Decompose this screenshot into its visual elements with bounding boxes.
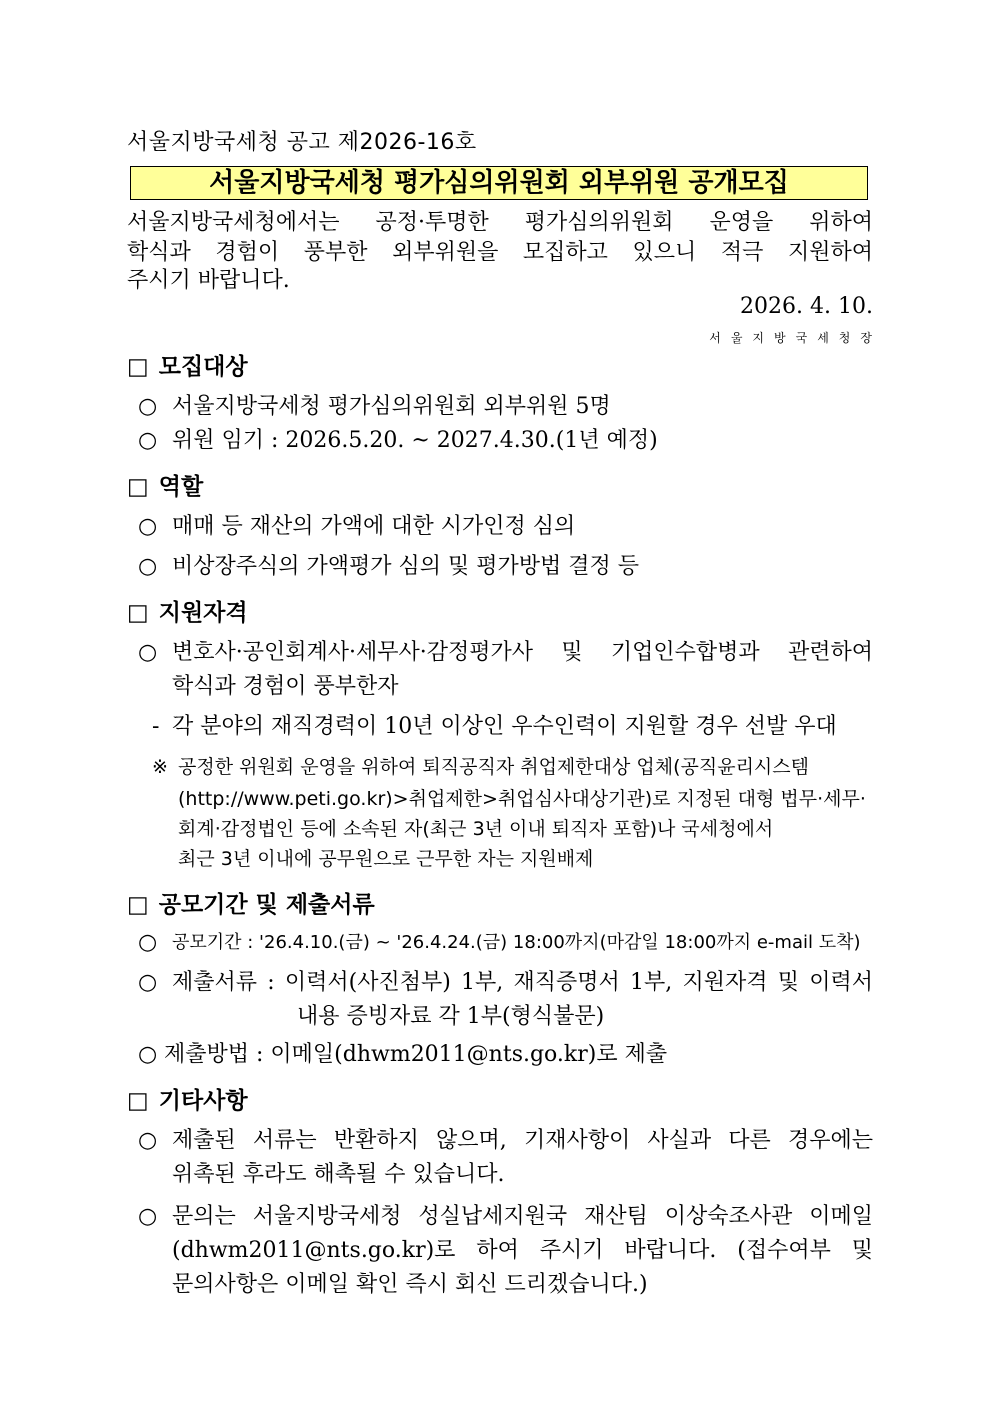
etc-item-2-line-1: 문의는 서울지방국세청 성실납세지원국 재산팀 이상숙조사관 이메일 xyxy=(172,1204,873,1229)
section-heading-submission xyxy=(127,890,375,920)
section-heading-text: 기타사항 xyxy=(158,1088,248,1114)
role-item-1: 매매 등 재산의 가액에 대한 시가인정 심의 xyxy=(172,514,576,539)
section-box-icon: □ xyxy=(127,354,149,380)
submission-docs-line-1: 제출서류 : 이력서(사진첨부) 1부, 재직증명서 1부, 지원자격 및 이력서 xyxy=(172,970,873,995)
bullet-icon: ○ xyxy=(138,1128,158,1153)
bullet-icon: ○ xyxy=(138,428,158,453)
notice-date: 2026. 4. 10. xyxy=(740,294,873,319)
qualification-note-line-1: 공정한 위원회 운영을 위하여 퇴직공직자 취업제한대상 업체(공직윤리시스템 xyxy=(178,756,809,778)
role-item-2: 비상장주식의 가액평가 심의 및 평가방법 결정 등 xyxy=(172,554,640,579)
qualification-note-line-2: (http://www.peti.go.kr)>취업제한>취업심사대상기관)로 지정된 대형 법무·세무· xyxy=(178,788,866,810)
dash-icon: - xyxy=(152,714,160,739)
section-heading-qualification xyxy=(127,598,248,628)
bullet-icon: ○ xyxy=(138,640,158,665)
section-box-icon: □ xyxy=(127,1088,149,1114)
bullet-icon: ○ xyxy=(138,394,158,419)
etc-item-2-line-3: 문의사항은 이메일 확인 즉시 회신 드리겠습니다.) xyxy=(172,1272,648,1297)
submission-method: 제출방법 : 이메일(dhwm2011@nts.go.kr)로 제출 xyxy=(164,1042,668,1067)
bullet-icon: ○ xyxy=(138,970,158,995)
section-heading-text: 역할 xyxy=(158,474,204,500)
qualification-item-line-1: 변호사·공인회계사·세무사·감정평가사 및 기업인수합병과 관련하여 xyxy=(172,640,873,665)
etc-item-1-line-1: 제출된 서류는 반환하지 않으며, 기재사항이 사실과 다른 경우에는 xyxy=(172,1128,873,1153)
section-box-icon: □ xyxy=(127,474,149,500)
qualification-item-line-2: 학식과 경험이 풍부한자 xyxy=(172,674,399,699)
section-heading-role xyxy=(127,472,203,502)
recruit-item-1: 서울지방국세청 평가심의위원회 외부위원 5명 xyxy=(172,394,611,419)
note-icon: ※ xyxy=(152,756,168,778)
intro-line-1: 서울지방국세청에서는 공정·투명한 평가심의위원회 운영을 위하여 xyxy=(127,210,873,235)
etc-item-1-line-2: 위촉된 후라도 해촉될 수 있습니다. xyxy=(172,1162,505,1187)
etc-item-2-line-2: (dhwm2011@nts.go.kr)로 하여 주시기 바랍니다. (접수여부 및 xyxy=(172,1238,873,1263)
section-heading-text: 모집대상 xyxy=(158,354,248,380)
section-box-icon: □ xyxy=(127,600,149,626)
bullet-icon: ○ xyxy=(138,1204,158,1229)
section-heading-text: 공모기간 및 제출서류 xyxy=(158,892,375,918)
section-heading-etc xyxy=(127,1086,248,1116)
notice-number: 서울지방국세청 공고 제2026-16호 xyxy=(127,130,477,155)
qualification-preference: 각 분야의 재직경력이 10년 이상인 우수인력이 지원할 경우 선발 우대 xyxy=(172,714,837,739)
bullet-icon: ○ xyxy=(138,514,158,539)
intro-line-2: 학식과 경험이 풍부한 외부위원을 모집하고 있으니 적극 지원하여 xyxy=(127,240,873,265)
intro-line-3: 주시기 바랍니다. xyxy=(127,268,290,293)
bullet-icon: ○ xyxy=(138,930,158,955)
section-heading-recruit xyxy=(127,352,248,382)
notice-title: 서울지방국세청 평가심의위원회 외부위원 공개모집 xyxy=(130,166,868,200)
qualification-note-line-3: 회계·감정법인 등에 소속된 자(최근 3년 이내 퇴직자 포함)나 국세청에서 xyxy=(178,818,774,840)
submission-period: 공모기간 : '26.4.10.(금) ~ '26.4.24.(금) 18:00까지(마감일 18:00까지 e-mail 도착) xyxy=(172,932,861,953)
submission-docs-line-2: 내용 증빙자료 각 1부(형식불문) xyxy=(297,1004,605,1029)
section-heading-text: 지원자격 xyxy=(158,600,248,626)
bullet-icon: ○ xyxy=(138,1042,158,1067)
qualification-note-line-4: 최근 3년 이내에 공무원으로 근무한 자는 지원배제 xyxy=(178,848,594,870)
signer: 서울지방국세청장 xyxy=(709,331,882,345)
recruit-item-2: 위원 임기 : 2026.5.20. ~ 2027.4.30.(1년 예정) xyxy=(172,428,658,453)
bullet-icon: ○ xyxy=(138,554,158,579)
section-box-icon: □ xyxy=(127,892,149,918)
